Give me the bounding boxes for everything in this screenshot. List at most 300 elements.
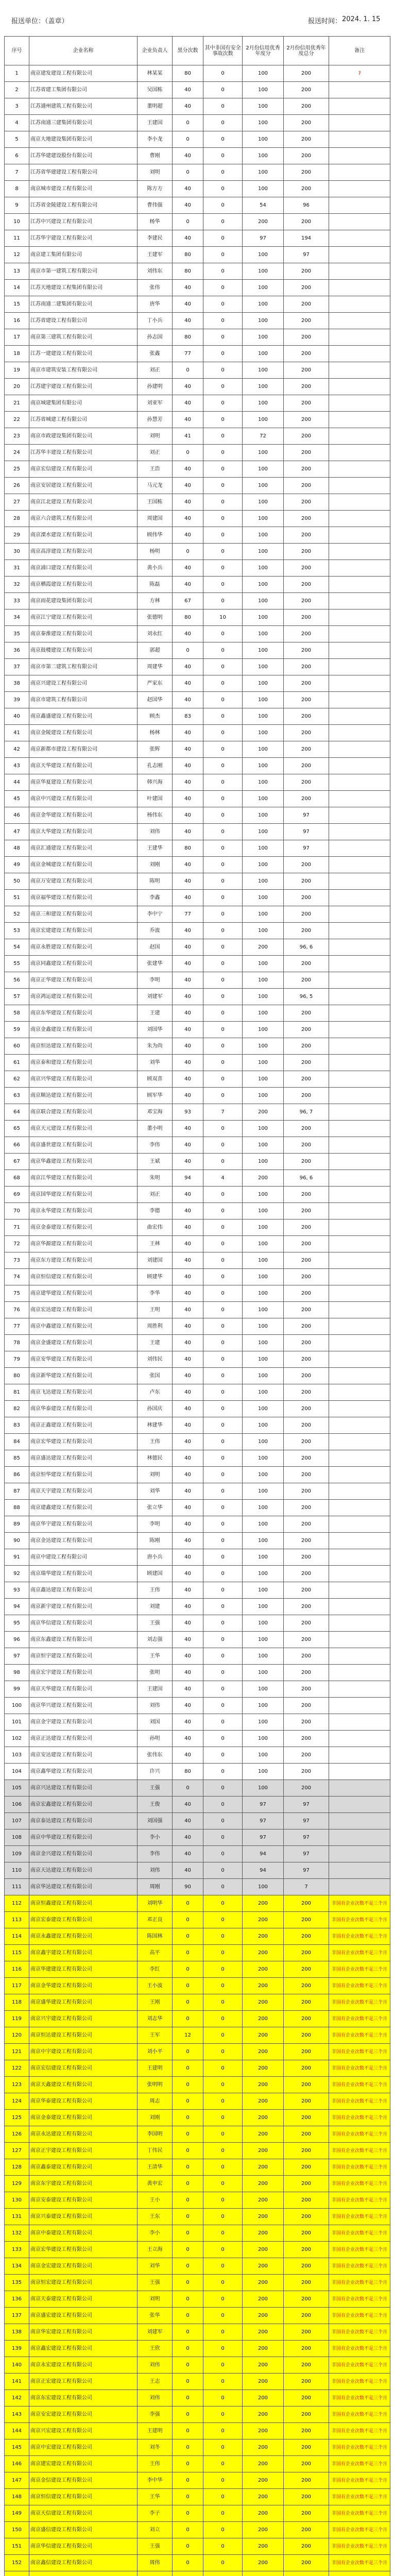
table-cell: 南京永胜建设工程有限公司 bbox=[29, 939, 138, 956]
table-row bbox=[5, 956, 390, 972]
table-cell bbox=[329, 1566, 390, 1582]
table-cell: 江苏省建设工程有限公司 bbox=[29, 313, 138, 329]
table-cell: 非国有企业次数不足三个月 bbox=[329, 2324, 390, 2341]
table-row bbox=[5, 1797, 390, 1813]
table-cell: 40 bbox=[173, 82, 203, 98]
table-cell: 非国有企业次数不足三个月 bbox=[329, 2077, 390, 2093]
table-cell: 0 bbox=[203, 923, 243, 939]
table-cell: 40 bbox=[173, 296, 203, 313]
table-cell: 刘伟 bbox=[138, 1862, 173, 1879]
table-cell bbox=[329, 1121, 390, 1137]
table-cell: 0 bbox=[203, 1203, 243, 1219]
table-cell: 南京宏泰建设工程有限公司 bbox=[29, 1912, 138, 1928]
table-row bbox=[5, 1450, 390, 1467]
table-cell: 南京建宏建设工程有限公司 bbox=[29, 2456, 138, 2472]
table-cell: 0 bbox=[173, 2324, 203, 2341]
table-cell: 0 bbox=[203, 1417, 243, 1434]
table-cell: 200 bbox=[284, 890, 329, 906]
table-cell: 200 bbox=[243, 2209, 284, 2225]
table-row bbox=[5, 2192, 390, 2209]
table-cell: 南京新都市建设工程有限公司 bbox=[29, 741, 138, 758]
table-cell bbox=[329, 164, 390, 181]
table-cell: 李小 bbox=[138, 2225, 173, 2242]
table-cell: 非国有企业次数不足三个月 bbox=[329, 2176, 390, 2192]
table-cell: 26 bbox=[5, 478, 29, 494]
table-cell: 0 bbox=[173, 2044, 203, 2060]
table-cell bbox=[329, 577, 390, 593]
table-cell: 顾建华 bbox=[138, 1269, 173, 1285]
table-cell: 南京安华建设工程有限公司 bbox=[29, 1351, 138, 1368]
table-cell: 40 bbox=[173, 1467, 203, 1483]
table-cell: 0 bbox=[203, 313, 243, 329]
table-cell bbox=[329, 82, 390, 98]
table-cell: 200 bbox=[243, 1994, 284, 2011]
table-cell bbox=[329, 972, 390, 989]
table-cell: 0 bbox=[203, 593, 243, 609]
table-cell: 9 bbox=[5, 197, 29, 214]
table-cell: 孙志国 bbox=[138, 329, 173, 346]
table-cell: 南京金宇建设工程有限公司 bbox=[29, 1714, 138, 1731]
table-row bbox=[5, 626, 390, 642]
table-cell: 刘建国 bbox=[138, 1252, 173, 1269]
table-cell: 0 bbox=[203, 774, 243, 791]
table-cell: 115 bbox=[5, 1945, 29, 1961]
table-cell: 周刚 bbox=[138, 1879, 173, 1895]
table-cell: 200 bbox=[284, 774, 329, 791]
table-cell: 200 bbox=[284, 181, 329, 197]
table-cell: 27 bbox=[5, 494, 29, 511]
table-cell bbox=[329, 115, 390, 131]
table-cell: 200 bbox=[284, 2390, 329, 2406]
table-cell: 200 bbox=[284, 708, 329, 725]
table-cell: 0 bbox=[173, 2456, 203, 2472]
table-cell: 54 bbox=[243, 197, 284, 214]
table-row bbox=[5, 379, 390, 395]
table-cell: 53 bbox=[5, 923, 29, 939]
table-cell: 100 bbox=[243, 527, 284, 544]
table-cell: 王华 bbox=[138, 2489, 173, 2505]
table-cell: 100 bbox=[243, 1401, 284, 1417]
table-cell: 南京三和建设工程有限公司 bbox=[29, 906, 138, 923]
table-cell: 严家东 bbox=[138, 675, 173, 692]
table-cell: 南京市建筑安装工程有限公司 bbox=[29, 362, 138, 379]
table-row bbox=[5, 115, 390, 131]
table-cell: 吴国栋 bbox=[138, 82, 173, 98]
table-cell: 100 bbox=[243, 1022, 284, 1038]
table-cell: 97 bbox=[284, 824, 329, 840]
table-cell: 王东 bbox=[138, 2209, 173, 2225]
table-row bbox=[5, 2275, 390, 2291]
table-row bbox=[5, 1698, 390, 1714]
table-row bbox=[5, 2555, 390, 2571]
table-cell: 曲宏伟 bbox=[138, 1219, 173, 1236]
table-row bbox=[5, 230, 390, 247]
table-cell: 200 bbox=[243, 2472, 284, 2489]
table-cell: 17 bbox=[5, 329, 29, 346]
table-cell: 0 bbox=[173, 2406, 203, 2423]
table-cell: 112 bbox=[5, 1895, 29, 1912]
table-cell: 0 bbox=[203, 659, 243, 675]
table-cell: 100 bbox=[243, 1648, 284, 1665]
table-row bbox=[5, 1335, 390, 1351]
table-cell: 100 bbox=[243, 313, 284, 329]
table-cell: 200 bbox=[284, 1632, 329, 1648]
table-cell: 71 bbox=[5, 1219, 29, 1236]
table-cell: 90 bbox=[5, 1533, 29, 1549]
table-cell: 100 bbox=[243, 873, 284, 890]
table-cell: 97 bbox=[243, 1813, 284, 1829]
table-cell: 41 bbox=[5, 725, 29, 741]
table-cell: 王建军 bbox=[138, 247, 173, 263]
table-cell: 非国有企业次数不足三个月 bbox=[329, 2126, 390, 2143]
table-cell: 151 bbox=[5, 2538, 29, 2555]
table-cell: 南京鑫达建设工程有限公司 bbox=[29, 1582, 138, 1599]
table-cell: 200 bbox=[284, 791, 329, 807]
table-row bbox=[5, 560, 390, 577]
table-cell: 200 bbox=[284, 1219, 329, 1236]
table-cell: 200 bbox=[284, 1055, 329, 1071]
table-row bbox=[5, 659, 390, 675]
table-cell: 34 bbox=[5, 609, 29, 626]
table-cell: 40 bbox=[173, 1846, 203, 1862]
table-cell: 200 bbox=[243, 2225, 284, 2242]
table-cell bbox=[329, 1533, 390, 1549]
table-row bbox=[5, 247, 390, 263]
table-cell: 16 bbox=[5, 313, 29, 329]
table-cell: 200 bbox=[284, 1780, 329, 1797]
table-row bbox=[5, 906, 390, 923]
table-cell: 顾建国 bbox=[138, 1566, 173, 1582]
table-cell: 100 bbox=[243, 1335, 284, 1351]
table-cell: 200 bbox=[284, 379, 329, 395]
table-row bbox=[5, 1846, 390, 1862]
table-row bbox=[5, 577, 390, 593]
table-cell: 146 bbox=[5, 2456, 29, 2472]
table-cell: 40 bbox=[173, 1368, 203, 1384]
table-cell: 南京鑫泰建设工程有限公司 bbox=[29, 2159, 138, 2176]
table-cell: 100 bbox=[243, 1417, 284, 1434]
table-cell: 100 bbox=[243, 412, 284, 428]
table-cell: 41 bbox=[173, 428, 203, 445]
table-cell: 200 bbox=[243, 2555, 284, 2571]
table-cell: 南京金信建设工程有限公司 bbox=[29, 2472, 138, 2489]
table-cell: 黄申宏 bbox=[138, 2176, 173, 2192]
table-row bbox=[5, 395, 390, 412]
table-cell: 王小 bbox=[138, 2192, 173, 2209]
table-cell: 200 bbox=[243, 1978, 284, 1994]
table-cell: 100 bbox=[243, 1483, 284, 1500]
table-cell: 200 bbox=[284, 2209, 329, 2225]
table-cell bbox=[329, 1483, 390, 1500]
table-cell bbox=[329, 1681, 390, 1698]
table-cell: 南京安达建设工程有限公司 bbox=[29, 1747, 138, 1764]
table-cell: 40 bbox=[173, 1483, 203, 1500]
table-cell: 200 bbox=[243, 1945, 284, 1961]
table-cell: 方林 bbox=[138, 593, 173, 609]
table-cell: 非国有企业次数不足三个月 bbox=[329, 2538, 390, 2555]
table-cell: 22 bbox=[5, 412, 29, 428]
table-cell: 97 bbox=[284, 840, 329, 857]
table-row bbox=[5, 1434, 390, 1450]
table-cell: 南京恒宏建设工程有限公司 bbox=[29, 2275, 138, 2291]
table-cell: 非国有企业次数不足三个月 bbox=[329, 2209, 390, 2225]
table-cell: 143 bbox=[5, 2406, 29, 2423]
table-cell: 200 bbox=[284, 1483, 329, 1500]
table-cell: 200 bbox=[284, 478, 329, 494]
table-cell: 0 bbox=[203, 65, 243, 82]
table-cell: 100 bbox=[243, 1071, 284, 1088]
table-row bbox=[5, 791, 390, 807]
table-cell: 南京金华建设工程有限公司 bbox=[29, 1978, 138, 1994]
table-cell: 卢东 bbox=[138, 1384, 173, 1401]
table-cell: 40 bbox=[173, 395, 203, 412]
table-cell: 40 bbox=[173, 758, 203, 774]
table-row bbox=[5, 1714, 390, 1731]
table-cell: 非国有企业次数不足三个月 bbox=[329, 2225, 390, 2242]
table-cell: 40 bbox=[173, 1055, 203, 1071]
table-cell: 林德民 bbox=[138, 1450, 173, 1467]
table-cell: 200 bbox=[284, 1945, 329, 1961]
table-cell: 南京秦淮建设工程有限公司 bbox=[29, 626, 138, 642]
table-cell: 40 bbox=[173, 791, 203, 807]
table-cell bbox=[329, 214, 390, 230]
table-cell: 90 bbox=[173, 1879, 203, 1895]
table-cell: 0 bbox=[203, 1615, 243, 1632]
table-cell bbox=[329, 593, 390, 609]
table-cell: 200 bbox=[284, 2011, 329, 2027]
table-cell: 100 bbox=[243, 956, 284, 972]
table-cell: 非国有企业次数不足三个月 bbox=[329, 1912, 390, 1928]
table-cell: 南京泰和建设工程有限公司 bbox=[29, 1055, 138, 1071]
table-cell: 40 bbox=[173, 527, 203, 544]
table-cell: 200 bbox=[243, 1961, 284, 1978]
table-cell: 100 bbox=[243, 544, 284, 560]
table-cell: 孙建明 bbox=[138, 379, 173, 395]
table-row bbox=[5, 1384, 390, 1401]
table-cell bbox=[329, 1384, 390, 1401]
table-cell: 0 bbox=[203, 1533, 243, 1549]
table-cell: 200 bbox=[284, 1285, 329, 1302]
table-cell: 0 bbox=[203, 1599, 243, 1615]
table-cell: 刘伟 bbox=[138, 824, 173, 840]
table-row bbox=[5, 1302, 390, 1318]
table-cell: 200 bbox=[284, 2439, 329, 2456]
table-cell: 200 bbox=[284, 1928, 329, 1945]
table-cell: 200 bbox=[284, 329, 329, 346]
table-cell: 82 bbox=[5, 1401, 29, 1417]
table-cell: 孙慧芳 bbox=[138, 412, 173, 428]
table-cell: 200 bbox=[243, 2126, 284, 2143]
table-cell: 32 bbox=[5, 577, 29, 593]
table-cell: 40 bbox=[173, 1154, 203, 1170]
table-cell: 200 bbox=[243, 2077, 284, 2093]
table-row bbox=[5, 2209, 390, 2225]
table-cell: 200 bbox=[243, 2324, 284, 2341]
table-cell: 南京高淳建设工程有限公司 bbox=[29, 544, 138, 560]
table-cell bbox=[329, 1615, 390, 1632]
table-cell: 200 bbox=[284, 1088, 329, 1104]
table-cell: 南京盛达建设工程有限公司 bbox=[29, 1450, 138, 1467]
table-cell: 南京中宏建设工程有限公司 bbox=[29, 2439, 138, 2456]
table-cell: 0 bbox=[203, 2060, 243, 2077]
table-cell: 0 bbox=[173, 2093, 203, 2110]
table-cell: 刘刚 bbox=[138, 857, 173, 873]
table-cell: 200 bbox=[243, 2159, 284, 2176]
table-cell: 200 bbox=[284, 1615, 329, 1632]
table-row bbox=[5, 1912, 390, 1928]
table-cell: 83 bbox=[5, 1417, 29, 1434]
table-cell: 0 bbox=[203, 1467, 243, 1483]
table-cell: 0 bbox=[203, 197, 243, 214]
table-cell: 40 bbox=[173, 1269, 203, 1285]
table-cell: 0 bbox=[203, 708, 243, 725]
table-cell: 刘明华 bbox=[138, 1895, 173, 1912]
table-cell: 南京顺达建设工程有限公司 bbox=[29, 1088, 138, 1104]
table-cell: 125 bbox=[5, 2110, 29, 2126]
table-cell: 非国有企业次数不足三个月 bbox=[329, 1895, 390, 1912]
table-row bbox=[5, 1401, 390, 1417]
table-cell: 邓宝海 bbox=[138, 1104, 173, 1121]
table-cell: 200 bbox=[243, 1170, 284, 1187]
column-header: 2月份信用优秀年度总分 bbox=[284, 37, 329, 65]
table-cell: 南京建工集团有限公司 bbox=[29, 247, 138, 263]
table-cell: 40 bbox=[173, 1615, 203, 1632]
table-cell bbox=[329, 1879, 390, 1895]
table-cell: 0 bbox=[203, 181, 243, 197]
table-cell: 刘明 bbox=[138, 2291, 173, 2308]
table-cell: 0 bbox=[173, 2126, 203, 2143]
table-cell: 105 bbox=[5, 1780, 29, 1797]
table-cell: 109 bbox=[5, 1846, 29, 1862]
table-cell: 南京天元建设工程有限公司 bbox=[29, 1121, 138, 1137]
table-cell: 南京万安建设工程有限公司 bbox=[29, 873, 138, 890]
table-cell: 0 bbox=[173, 1928, 203, 1945]
table-cell: 100 bbox=[243, 989, 284, 1005]
table-cell: 127 bbox=[5, 2143, 29, 2159]
table-cell: 0 bbox=[203, 1252, 243, 1269]
table-cell: 100 bbox=[243, 1269, 284, 1285]
table-cell: 0 bbox=[203, 1978, 243, 1994]
table-cell: 0 bbox=[203, 2324, 243, 2341]
table-cell: 39 bbox=[5, 692, 29, 708]
table-cell: 0 bbox=[173, 2538, 203, 2555]
table-cell bbox=[329, 1780, 390, 1797]
table-cell: 0 bbox=[203, 1945, 243, 1961]
table-cell bbox=[329, 1846, 390, 1862]
table-cell: 200 bbox=[284, 1137, 329, 1154]
table-cell: 200 bbox=[243, 2390, 284, 2406]
table-cell: 李明 bbox=[138, 972, 173, 989]
table-cell: 非国有企业次数不足三个月 bbox=[329, 2555, 390, 2571]
table-cell: 200 bbox=[284, 2242, 329, 2258]
table-row bbox=[5, 1780, 390, 1797]
table-cell: 104 bbox=[5, 1764, 29, 1780]
table-cell: 非国有企业次数不足三个月 bbox=[329, 1945, 390, 1961]
table-cell: 南京天泰建设工程有限公司 bbox=[29, 2291, 138, 2308]
table-cell: 200 bbox=[284, 1978, 329, 1994]
table-cell: 100 bbox=[243, 1566, 284, 1582]
table-cell: 122 bbox=[5, 2060, 29, 2077]
table-cell: 0 bbox=[203, 2159, 243, 2176]
table-cell bbox=[329, 791, 390, 807]
table-cell: 94 bbox=[173, 1170, 203, 1187]
table-cell: 0 bbox=[173, 2357, 203, 2374]
table-cell: 40 bbox=[173, 1632, 203, 1648]
table-cell: 0 bbox=[203, 2093, 243, 2110]
table-cell: 77 bbox=[5, 1318, 29, 1335]
table-cell: 72 bbox=[5, 1236, 29, 1252]
table-cell: 非国有企业次数不足三个月 bbox=[329, 2522, 390, 2538]
table-cell: 0 bbox=[203, 1928, 243, 1945]
table-row bbox=[5, 2044, 390, 2060]
table-cell bbox=[329, 1549, 390, 1566]
table-cell: 200 bbox=[284, 148, 329, 164]
table-cell: 0 bbox=[203, 412, 243, 428]
table-row bbox=[5, 609, 390, 626]
table-cell: 15 bbox=[5, 296, 29, 313]
table-cell: 南京天达建设工程有限公司 bbox=[29, 1862, 138, 1879]
table-cell: 0 bbox=[203, 395, 243, 412]
table-cell bbox=[329, 1055, 390, 1071]
table-cell: 12 bbox=[173, 2027, 203, 2044]
table-cell: 南京江宁建设工程有限公司 bbox=[29, 609, 138, 626]
table-cell bbox=[329, 1285, 390, 1302]
table-cell: 200 bbox=[284, 1302, 329, 1318]
table-row bbox=[5, 164, 390, 181]
table-cell: 邓正良 bbox=[138, 1912, 173, 1928]
table-cell: 40 bbox=[173, 626, 203, 642]
table-cell: 97 bbox=[5, 1648, 29, 1665]
table-cell bbox=[329, 98, 390, 115]
table-cell: 94 bbox=[243, 1846, 284, 1862]
table-row bbox=[5, 2291, 390, 2308]
table-cell: 刘华 bbox=[138, 1055, 173, 1071]
table-cell: 100 bbox=[243, 1384, 284, 1401]
table-cell: 200 bbox=[284, 642, 329, 659]
table-cell: 王建明 bbox=[138, 2423, 173, 2439]
table-cell: 200 bbox=[284, 362, 329, 379]
table-cell: 200 bbox=[243, 2192, 284, 2209]
table-cell: 40 bbox=[173, 478, 203, 494]
table-cell: 非国有企业次数不足三个月 bbox=[329, 2472, 390, 2489]
table-cell: 200 bbox=[284, 2423, 329, 2439]
table-cell: 0 bbox=[203, 2439, 243, 2456]
table-cell: 200 bbox=[284, 527, 329, 544]
table-cell: 40 bbox=[173, 461, 203, 478]
table-cell bbox=[329, 741, 390, 758]
table-cell: 南京恒宇建设工程有限公司 bbox=[29, 1648, 138, 1665]
table-cell: 0 bbox=[203, 1681, 243, 1698]
table-cell: 149 bbox=[5, 2505, 29, 2522]
column-header: 序号 bbox=[5, 37, 29, 65]
table-cell: 93 bbox=[5, 1582, 29, 1599]
table-cell: 100 bbox=[243, 1549, 284, 1566]
table-row bbox=[5, 675, 390, 692]
table-cell: 南京正华建设工程有限公司 bbox=[29, 972, 138, 989]
table-cell: 南京宏信建设工程有限公司 bbox=[29, 2060, 138, 2077]
table-cell: 0 bbox=[203, 1351, 243, 1368]
table-cell: 王浩 bbox=[138, 461, 173, 478]
table-cell: 7 bbox=[5, 164, 29, 181]
table-cell: 11 bbox=[5, 230, 29, 247]
table-cell: 南京建鑫建设工程有限公司 bbox=[29, 1500, 138, 1516]
table-cell: 100 bbox=[243, 890, 284, 906]
table-cell: 200 bbox=[243, 2143, 284, 2159]
table-cell bbox=[329, 725, 390, 741]
table-cell: 南京兴建设工程有限公司 bbox=[29, 675, 138, 692]
table-cell: 张明 bbox=[138, 1665, 173, 1681]
table-cell: 200 bbox=[284, 2258, 329, 2275]
